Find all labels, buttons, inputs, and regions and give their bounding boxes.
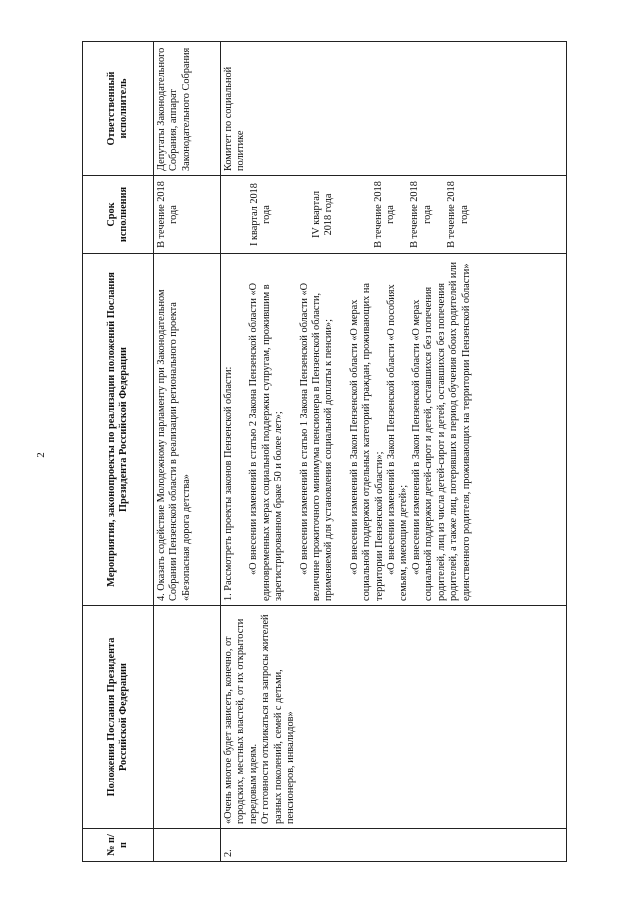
row2-terms: [221, 176, 567, 254]
row2-measures: [221, 254, 567, 606]
term-item: В течение 2018 года: [372, 181, 397, 248]
measure-item: «О внесении изменений в Закон Пензенской области «О мерах социальной поддержки детей-сирот и детей, оставшихся без попечения родителей, лиц из числа детей-сирот и детей, оставшихся без попечения родителей, а также лиц, потерявших в период обучения обоих родителей или единственного родителя, проживающих на территории Пензенской области»: [410, 261, 472, 601]
document-rotated-page: [82, 42, 567, 862]
page-number: 2: [34, 452, 47, 458]
measures-intro: 1. Рассмотреть проекты законов Пензенской области:: [223, 366, 234, 601]
term-item: IV квартал 2018 года: [310, 191, 335, 238]
term-item: I квартал 2018 года: [249, 183, 273, 246]
table-row: [221, 42, 567, 862]
measure-item: «О внесении изменений в статью 2 Закона Пензенской области «О единовременных мерах социальной поддержки супругам, прожившим в зарегистрированном браке 50 и более лет»;: [248, 282, 285, 601]
table-row: [154, 42, 221, 862]
row1-executor: Депутаты Законодательного Собрания, аппарат Законодательного Собрания: [154, 42, 221, 176]
header-term: Срок исполнения: [83, 176, 154, 254]
row2-executor: Комитет по социальной политике: [221, 42, 567, 176]
measure-item: «О внесении изменений в Закон Пензенской области «О пособиях семьям, имеющим детей»;: [386, 284, 410, 601]
table-header-row: [83, 42, 154, 862]
measures-table: [82, 41, 567, 862]
measure-item: «О внесении изменений в статью 1 Закона Пензенской области «О величине прожиточного минимума пенсионера в Пензенской области, применяемой для установления социальной доплаты к пенсии»;: [298, 282, 335, 601]
term-item: В течение 2018 года: [446, 181, 470, 248]
header-position: Положения Послания Президента Российской Федерации: [83, 606, 154, 829]
position-line: «Очень многое будет зависеть, конечно, от городских, местных властей, от их открытости передовым идеям.: [223, 618, 259, 824]
row1-position: [154, 606, 221, 829]
header-measures: Мероприятия, законопроекты по реализации положений Послания Президента Российской Федерации: [83, 254, 154, 606]
position-line: От готовности откликаться на запросы жителей разных поколений, семей с детьми, пенсионеров, инвалидов»: [260, 614, 297, 824]
header-num: № п/п: [83, 829, 154, 862]
header-executor: Ответственный исполнитель: [83, 42, 154, 176]
row1-num: [154, 829, 221, 862]
measure-item: «О внесении изменений в Закон Пензенской области «О мерах социальной поддержки отдельных категорий граждан, проживающих на территории Пензенской области»;: [348, 283, 385, 601]
row1-measure: 4. Оказать содействие Молодежному парламенту при Законодательном Собрании Пензенской области в реализации регионального проекта «Безопасная дорога детства»: [154, 254, 221, 606]
row2-num: 2.: [221, 829, 567, 862]
row2-position: [221, 606, 567, 829]
row1-term: В течение 2018 года: [154, 176, 221, 254]
term-item: В течение 2018 года: [409, 181, 433, 248]
